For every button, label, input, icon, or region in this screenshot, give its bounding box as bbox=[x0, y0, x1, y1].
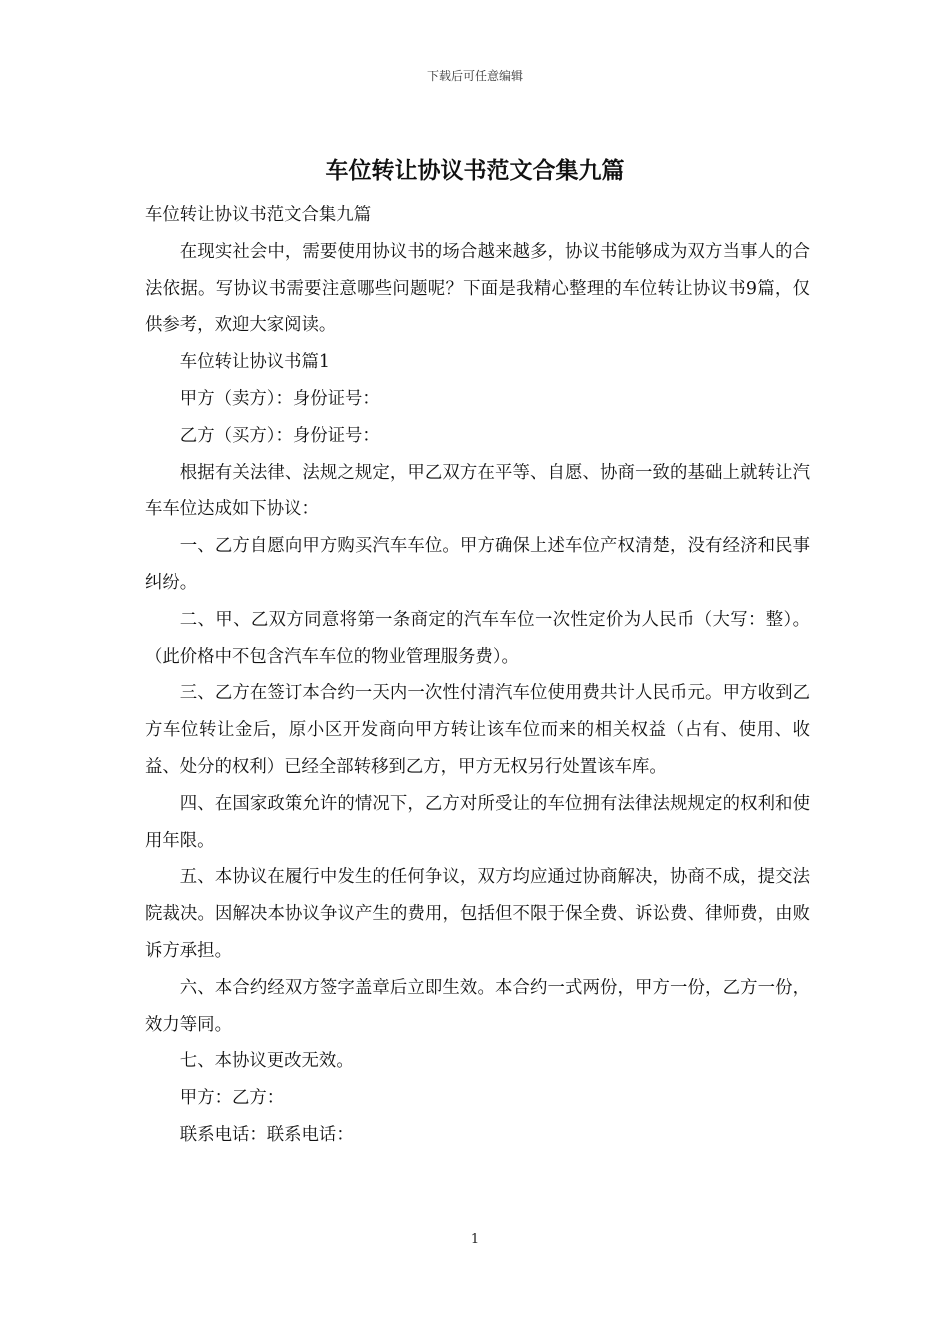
intro-paragraph: 在现实社会中，需要使用协议书的场合越来越多，协议书能够成为双方当事人的合法依据。写协议书需要注意哪些问题呢？下面是我精心整理的车位转让协议书9篇，仅供参考，欢迎大家阅读。 bbox=[145, 241, 810, 336]
clause-1: 一、乙方自愿向甲方购买汽车车位。甲方确保上述车位产权清楚，没有经济和民事纠纷。 bbox=[145, 536, 810, 593]
header-note: 下载后可任意编辑 bbox=[426, 69, 523, 83]
party-b-line: 乙方（买方）：身份证号： bbox=[179, 425, 380, 446]
signature-line: 甲方：乙方： bbox=[179, 1088, 285, 1109]
clause-7: 七、本协议更改无效。 bbox=[179, 1051, 354, 1072]
clause-3: 三、乙方在签订本合约一天内一次性付清汽车位使用费共计人民币元。甲方收到乙方车位转让金后，原小区开发商向甲方转让该车位而来的相关权益（占有、使用、收益、处分的权利）已经全部转移到乙方，甲方无权另行处置该车库。 bbox=[145, 683, 810, 777]
page-number: 1 bbox=[470, 1232, 480, 1247]
document-title: 车位转让协议书范文合集九篇 bbox=[325, 157, 625, 184]
clause-4: 四、在国家政策允许的情况下，乙方对所受让的车位拥有法律法规规定的权利和使用年限。 bbox=[145, 793, 810, 851]
party-a-line: 甲方（卖方）：身份证号： bbox=[179, 388, 380, 409]
clause-6: 六、本合约经双方签字盖章后立即生效。本合约一式两份，甲方一份，乙方一份，效力等同。 bbox=[145, 977, 810, 1035]
clause-2: 二、甲、乙双方同意将第一条商定的汽车车位一次性定价为人民币（大写：整）。（此价格中不包含汽车车位的物业管理服务费）。 bbox=[145, 609, 810, 667]
preamble-paragraph: 根据有关法律、法规之规定，甲乙双方在平等、自愿、协商一致的基础上就转让汽车车位达成如下协议： bbox=[145, 462, 810, 520]
document-body bbox=[145, 197, 810, 1154]
document-subtitle: 车位转让协议书范文合集九篇 bbox=[145, 205, 372, 225]
section-heading: 车位转让协议书篇1 bbox=[179, 352, 330, 373]
contact-line: 联系电话：联系电话： bbox=[179, 1124, 354, 1145]
clause-5: 五、本协议在履行中发生的任何争议，双方均应通过协商解决，协商不成，提交法院裁决。因解决本协议争议产生的费用，包括但不限于保全费、诉讼费、律师费，由败诉方承担。 bbox=[145, 867, 810, 961]
